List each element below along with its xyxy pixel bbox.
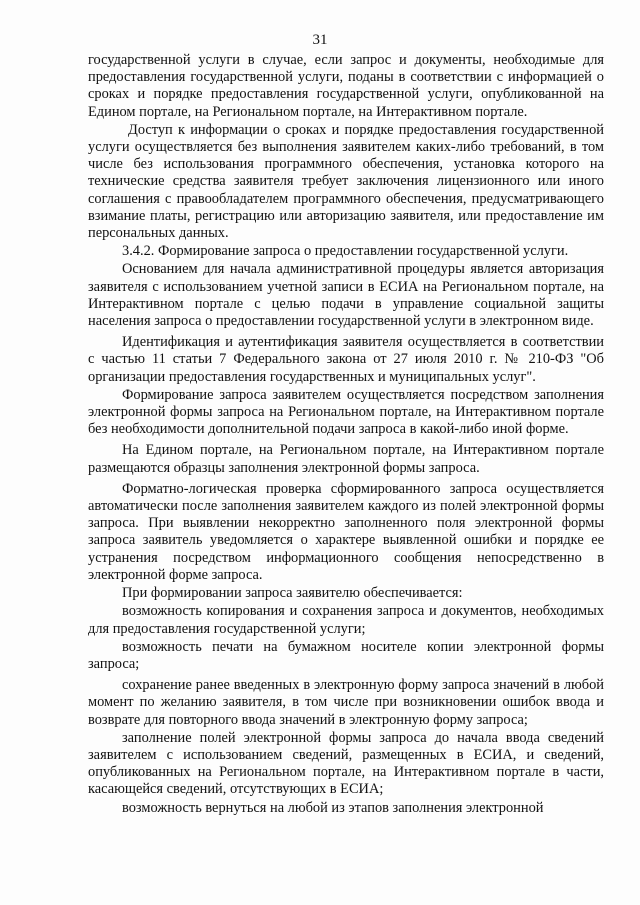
paragraph-info-access: Доступ к информации о сроках и порядке предоставления государственной услуги осуществляется без выполнения заявителем каких-либо требований, в том числе без использования программного обеспечения, установка которого на технические средства заявителя требует заключения лицензионного или иного соглашения с правообладателем программного обеспечения, предусматривающего взимание платы, регистрацию или авторизацию заявителя, или предоставление им персональных данных. xyxy=(88,121,604,242)
list-item-print: возможность печати на бумажном носителе копии электронной формы запроса; xyxy=(88,638,604,672)
paragraph-identification: Идентификация и аутентификация заявителя осуществляется в соответствии с частью 11 статьи 7 Федерального закона от 27 июля 2010 г. № 210-ФЗ "Об организации предоставления государственных и муниципальных услуг". xyxy=(88,334,604,385)
list-item-save-values: сохранение ранее введенных в электронную форму запроса значений в любой момент по желанию заявителя, в том числе при возникновении ошибок ввода и возврате для повторного ввода значений в электронную форму запроса; xyxy=(88,677,604,728)
list-item-return-step: возможность вернуться на любой из этапов заполнения электронной xyxy=(122,799,544,816)
list-item-copy-save: возможность копирования и сохранения запроса и документов, необходимых для предоставления государственной услуги; xyxy=(88,603,604,637)
document-body xyxy=(88,52,604,818)
paragraph-format-check: Форматно-логическая проверка сформированного запроса осуществляется автоматически после заполнения заявителем каждого из полей электронной формы запроса. При выявлении некорректно заполненного поля электронной формы запроса заявитель уведомляется о характере выявленной ошибки и порядке ее устранения посредством информационного сообщения непосредственно в электронной форме запроса. xyxy=(88,480,604,583)
paragraph-basis: Основанием для начала административной процедуры является авторизация заявителя с использованием учетной записи в ЕСИА на Региональном портале, на Интерактивном портале с целью подачи в управление социальной защиты населения запроса о предоставлении государственной услуги в электронном виде. xyxy=(88,261,604,330)
list-item-prefill: заполнение полей электронной формы запроса до начала ввода сведений заявителем с использованием сведений, размещенных в ЕСИА, и сведений, опубликованных на Региональном портале, на Интерактивном портале в части, касающейся сведений, отсутствующих в ЕСИА; xyxy=(88,729,604,798)
paragraph-request-formation: Формирование запроса заявителем осуществляется посредством заполнения электронной формы запроса на Региональном портале, на Интерактивном портале без необходимости дополнительной подачи запроса в какой-либо иной форме. xyxy=(88,386,604,438)
section-heading-3-4-2: 3.4.2. Формирование запроса о предоставлении государственной услуги. xyxy=(122,243,569,260)
page-number: 31 xyxy=(312,32,328,48)
paragraph-continuation: государственной услуги в случае, если запрос и документы, необходимые для предоставления государственной услуги, поданы в соответствии с информацией о сроках и порядке предоставления государственной услуги, опубликованной на Едином портале, на Региональном портале, на Интерактивном портале. xyxy=(88,52,604,120)
paragraph-provided-list-intro: При формировании запроса заявителю обеспечивается: xyxy=(122,585,463,602)
paragraph-samples: На Едином портале, на Региональном портале, на Интерактивном портале размещаются образцы заполнения электронной формы запроса. xyxy=(88,442,604,476)
